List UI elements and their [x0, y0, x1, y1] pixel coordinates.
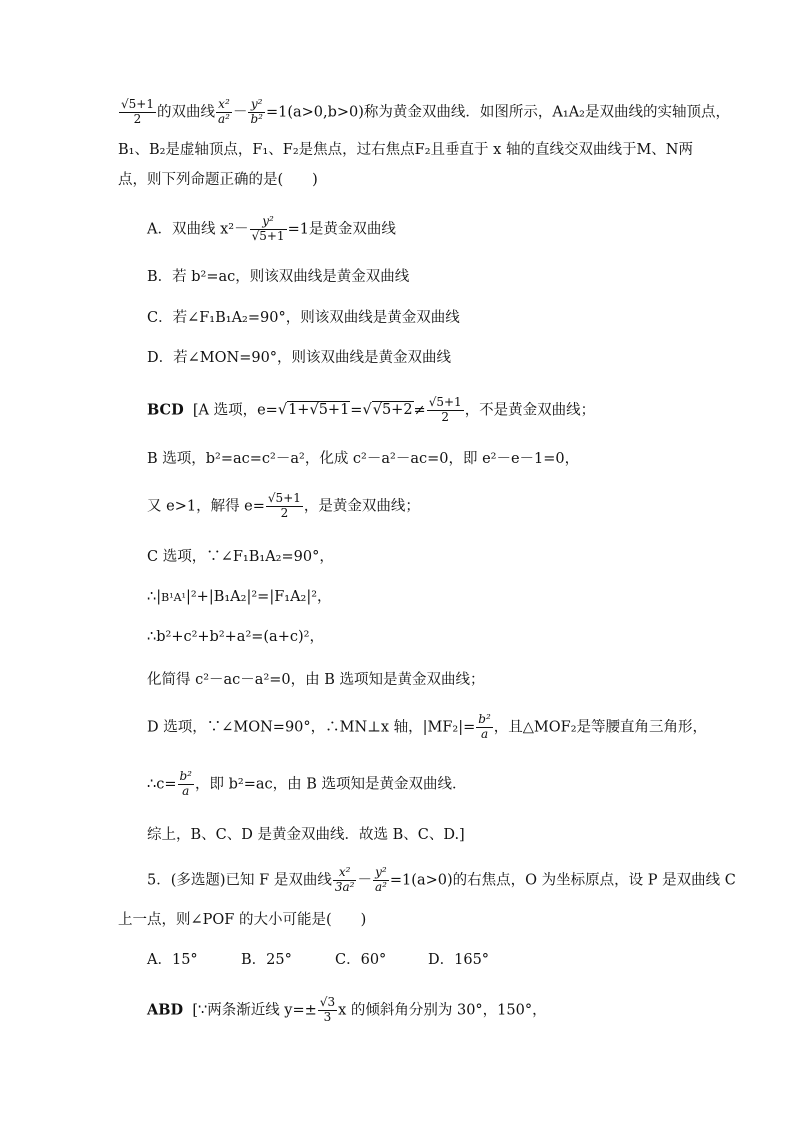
solution4-l9-denominator: a — [182, 783, 190, 798]
solution4-l3-suffix: ，是黄金双曲线； — [303, 498, 420, 515]
option-c: C．若∠F₁B₁A₂=90°，则该双曲线是黄金双曲线 — [147, 310, 460, 326]
solution4-line-7: 化简得 c²－ac－a²=0，由 B 选项知是黄金双曲线； — [147, 672, 485, 688]
golden-ratio-numerator: √5+1 — [121, 97, 154, 111]
problem5-y-term — [373, 866, 389, 895]
solution4-line-3 — [147, 492, 420, 521]
solution4-l3-denominator: 2 — [280, 505, 289, 520]
problem5-line-2: 上一点，则∠POF 的大小可能是( ) — [118, 912, 367, 928]
hyperbola-x-denominator: a² — [217, 111, 230, 126]
option-a-fraction — [250, 215, 287, 244]
option-a — [147, 215, 396, 244]
solution4-l1-prefix: [A 选项，e= — [192, 402, 278, 419]
solution4-line-5 — [147, 588, 332, 606]
problem5-line-1 — [147, 866, 736, 895]
golden-ratio-denominator: 2 — [133, 111, 142, 126]
intro-text: 的双曲线 — [156, 104, 215, 121]
option-a-suffix: =1是黄金双曲线 — [287, 221, 396, 238]
solution5-line-1 — [147, 996, 547, 1025]
intro-line-1: $\frac{√5+1}{2}$ 的双曲线 $\frac{\text{x²}}{\text{a²}}$ － $\frac{\text{y²}}{\text{b²}}$ =1(a>0,b>0)称为黄金双曲线．如图所示，A₁A₂是双曲线的实轴顶点， — [121, 97, 730, 126]
solution4-line-1 — [147, 396, 595, 425]
solution4-line-8 — [147, 713, 707, 742]
solution4-line-9 — [147, 770, 467, 799]
solution4-l8-numerator: b² — [478, 712, 491, 726]
option-b: B．若 b²=ac，则该双曲线是黄金双曲线 — [147, 269, 410, 285]
intro-line-3: 点，则下列命题正确的是( ) — [118, 172, 318, 188]
hyperbola-y-numerator: y² — [248, 98, 265, 113]
hyperbola-x-numerator: x² — [216, 98, 232, 113]
sqrt-expression-1: √1+√5+1 — [277, 402, 350, 419]
solution4-l3-prefix: 又 e>1，解得 e= — [147, 498, 265, 515]
solution4-l8-suffix: ，且△MOF₂是等腰直角三角形， — [493, 719, 708, 736]
problem5-option-d: D．165° — [428, 952, 490, 968]
solution4-l9-numerator: b² — [179, 769, 192, 783]
problem5-x-numerator: x² — [333, 866, 357, 881]
solution4-l1-denominator: 2 — [441, 409, 450, 424]
problem5-y-denominator: a² — [374, 879, 387, 894]
solution4-l5-small: B¹A¹ — [161, 591, 186, 604]
solution4-l1-suffix: ，不是黄金双曲线； — [464, 402, 596, 419]
problem5-option-b: B．25° — [241, 952, 292, 968]
solution4-l9-suffix: ，即 b²=ac，由 B 选项知是黄金双曲线． — [195, 776, 467, 793]
solution4-l1-fraction — [427, 396, 464, 425]
solution5-prefix: [∵两条渐近线 y=± — [192, 1002, 317, 1019]
option-d: D．若∠MON=90°，则该双曲线是黄金双曲线 — [147, 350, 452, 366]
problem5-option-c: C．60° — [335, 952, 387, 968]
option-a-denominator: √5+1 — [251, 228, 285, 243]
problem5-l1-prefix: 5．(多选题)已知 F 是双曲线 — [147, 872, 332, 889]
solution4-l5-prefix: ∴| — [147, 589, 162, 605]
hyperbola-y-term — [248, 98, 265, 127]
sqrt-radicand-2: √5+2 — [372, 402, 413, 419]
solution4-l1-neq: ≠ — [413, 402, 426, 419]
solution5-denominator: 3 — [323, 1009, 332, 1024]
problem5-option-a: A．15° — [147, 952, 198, 968]
solution4-l3-numerator: √5+1 — [267, 491, 301, 505]
solution4-l8-denominator: a — [480, 726, 489, 741]
sqrt-expression-2: √√5+2 — [362, 402, 413, 419]
intro-condition: =1(a>0,b>0)称为黄金双曲线．如图所示，A₁A₂是双曲线的实轴顶点， — [265, 104, 730, 121]
solution5-answer: ABD — [147, 1001, 184, 1019]
solution5-fraction — [318, 996, 337, 1025]
golden-ratio-fraction — [119, 98, 156, 127]
solution5-suffix: x 的倾斜角分别为 30°，150°， — [338, 1002, 547, 1019]
hyperbola-x-term — [216, 98, 232, 127]
solution4-line-6: ∴b²+c²+b²+a²=(a+c)²， — [147, 629, 324, 645]
hyperbola-y-denominator: b² — [250, 111, 263, 126]
solution4-line-4: C 选项，∵∠F₁B₁A₂=90°， — [147, 549, 334, 565]
solution4-l8-fraction — [476, 713, 493, 742]
problem5-minus: － — [357, 872, 372, 889]
solution4-line-10: 综上，B、C、D 是黄金双曲线．故选 B、C、D.] — [147, 827, 465, 843]
solution4-l9-prefix: ∴c= — [147, 776, 177, 793]
option-a-numerator: y² — [250, 215, 287, 230]
solution4-l1-equals: = — [350, 402, 363, 419]
solution5-numerator: √3 — [319, 995, 336, 1009]
problem5-l1-suffix: =1(a>0)的右焦点，O 为坐标原点，设 P 是双曲线 C — [389, 872, 736, 889]
solution4-l8-prefix: D 选项，∵∠MON=90°，∴MN⊥x 轴，|MF₂|= — [147, 719, 476, 736]
solution4-l3-fraction — [266, 492, 303, 521]
problem5-x-term — [333, 866, 357, 895]
solution4-l5-rest: |²+|B₁A₂|²=|F₁A₂|²， — [185, 589, 332, 605]
problem5-x-denominator: 3a² — [334, 879, 355, 894]
option-a-prefix: A．双曲线 x²－ — [147, 221, 249, 238]
solution4-l1-numerator: √5+1 — [428, 395, 462, 409]
solution4-answer: BCD — [147, 401, 184, 419]
solution4-l9-fraction — [178, 770, 195, 799]
problem5-y-numerator: y² — [373, 866, 389, 881]
sqrt-radicand-1: 1+√5+1 — [288, 402, 350, 419]
solution4-line-2: B 选项，b²=ac=c²－a²，化成 c²－a²－ac=0，即 e²－e－1=0， — [147, 451, 580, 467]
intro-line-2: B₁、B₂是虚轴顶点，F₁、F₂是焦点，过右焦点F₂且垂直于 x 轴的直线交双曲线于M、N两 — [118, 142, 693, 158]
